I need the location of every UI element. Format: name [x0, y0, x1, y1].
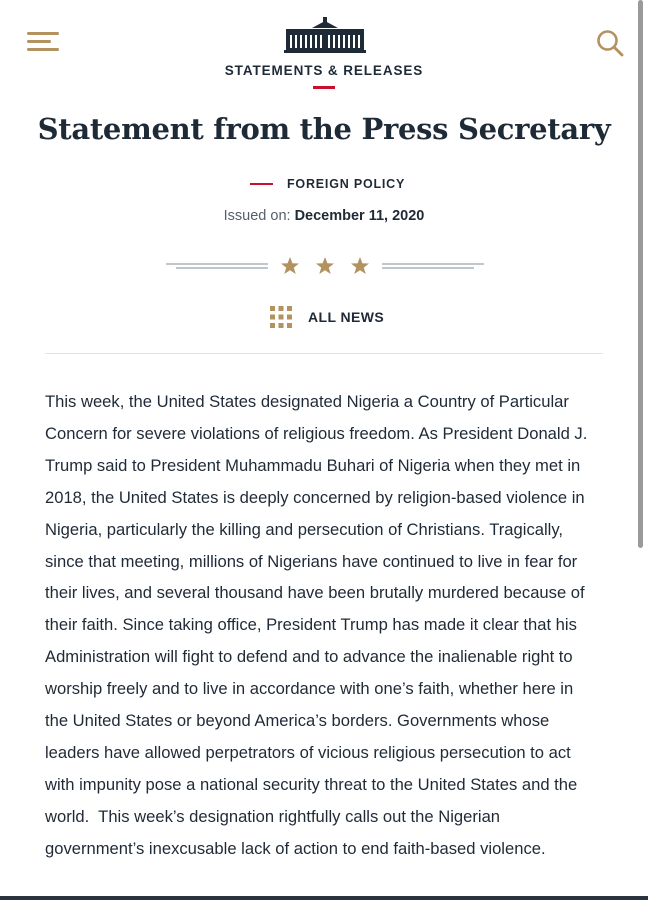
issued-label: Issued on:: [223, 208, 291, 224]
category-label: FOREIGN POLICY: [287, 177, 406, 191]
issued-date-line: [0, 208, 648, 224]
search-icon[interactable]: [595, 28, 625, 58]
category-dash: [250, 183, 273, 185]
article-body: This week, the United States designated Nigeria a Country of Particular Concern for severe violations of religious freedom. As President Donald J. Trump said to President Muhammadu Buhari of Nigeria when they met in 2018, the United States is deeply concerned by religion-based violence in Nigeria, particularly the killing and persecution of Christians. Tragically, since that meeting, millions of Nigerians have continued to live in fear for their lives, and several thousand have been brutally murdered because of their faith. Since taking office, President Trump has made it clear that his Administration will fight to defend and to advance the inalienable right to worship freely and to live in accordance with one’s faith, whether here in the United States or beyond America’s borders. Governments whose leaders have allowed perpetrators of vicious religious persecution to act with impunity pose a national security threat to the United States and the world. This week’s designation rightfully calls out the Nigerian government’s inexcusable lack of action to end faith-based violence.: [45, 392, 588, 858]
category-link[interactable]: [250, 174, 405, 194]
all-news-link[interactable]: [270, 305, 384, 329]
content-divider: [45, 353, 603, 354]
grid-icon: [270, 306, 292, 328]
section-underline: [313, 86, 335, 89]
star-divider-ornament: [166, 254, 484, 278]
all-news-label: ALL NEWS: [308, 309, 385, 325]
section-title-link[interactable]: STATEMENTS & RELEASES: [224, 63, 424, 78]
page-title: Statement from the Press Secretary: [37, 112, 611, 146]
bottom-edge-bar: [0, 896, 648, 900]
scrollbar-thumb[interactable]: [638, 0, 643, 548]
white-house-logo-icon[interactable]: [284, 16, 366, 54]
hamburger-menu-icon[interactable]: [27, 32, 61, 52]
site-header: [0, 0, 648, 100]
star-icons: [281, 257, 369, 274]
issued-date: December 11, 2020: [294, 208, 425, 224]
